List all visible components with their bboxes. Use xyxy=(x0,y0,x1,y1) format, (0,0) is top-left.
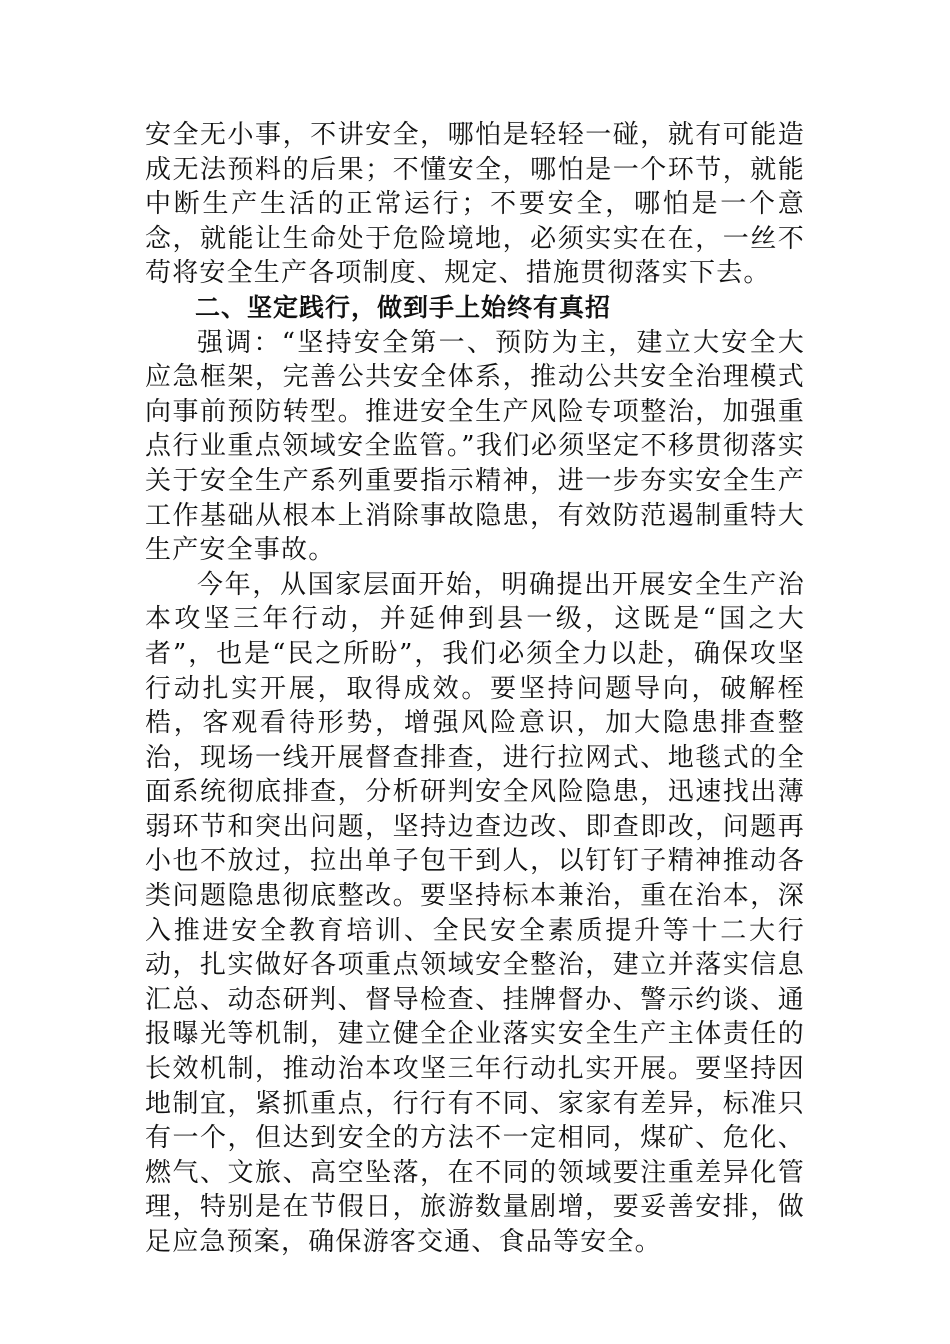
paragraph-safety-intro: 安全无小事，不讲安全，哪怕是轻轻一碰，就有可能造成无法预料的后果；不懂安全，哪怕是一个环节，就能中断生产生活的正常运行；不要安全，哪怕是一个意念，就能让生命处于危险境地，必须实实在在，一丝不苟将安全生产各项制度、规定、措施贯彻落实下去。 xyxy=(145,120,805,289)
section-heading-2: 二、坚定践行，做到手上始终有真招 xyxy=(195,292,612,322)
document-page xyxy=(145,118,805,1260)
paragraph-quote: 强调：“坚持安全第一、预防为主，建立大安全大应急框架，完善公共安全体系，推动公共安全治理模式向事前预防转型。推进安全生产风险专项整治，加强重点行业重点领域安全监管。”我们必须坚定不移贯彻落实关于安全生产系列重要指示精神，进一步夯实安全生产工作基础从根本上消除事故隐患，有效防范遏制重特大生产安全事故。 xyxy=(145,327,805,566)
paragraph-three-year-action: 今年，从国家层面开始，明确提出开展安全生产治本攻坚三年行动，并延伸到县一级，这既是“国之大者”，也是“民之所盼”，我们必须全力以赴，确保攻坚行动扎实开展，取得成效。要坚持问题导向，破解桎梏，客观看待形势，增强风险意识，加大隐患排查整治，现场一线开展督查排查，进行拉网式、地毯式的全面系统彻底排查，分析研判安全风险隐患，迅速找出薄弱环节和突出问题，坚持边查边改、即查即改，问题再小也不放过，拉出单子包干到人，以钉钉子精神推动各类问题隐患彻底整改。要坚持标本兼治，重在治本，深入推进安全教育培训、全民安全素质提升等十二大行动，扎实做好各项重点领域安全整治，建立并落实信息汇总、动态研判、督导检查、挂牌督办、警示约谈、通报曝光等机制，建立健全企业落实安全生产主体责任的长效机制，推动治本攻坚三年行动扎实开展。要坚持因地制宜，紧抓重点，行行有不同、家家有差异，标准只有一个，但达到安全的方法不一定相同，煤矿、危化、燃气、文旅、高空坠落，在不同的领域要注重差异化管理，特别是在节假日，旅游数量剧增，要妥善安排，做足应急预案，确保游客交通、食品等安全。 xyxy=(145,569,805,1257)
